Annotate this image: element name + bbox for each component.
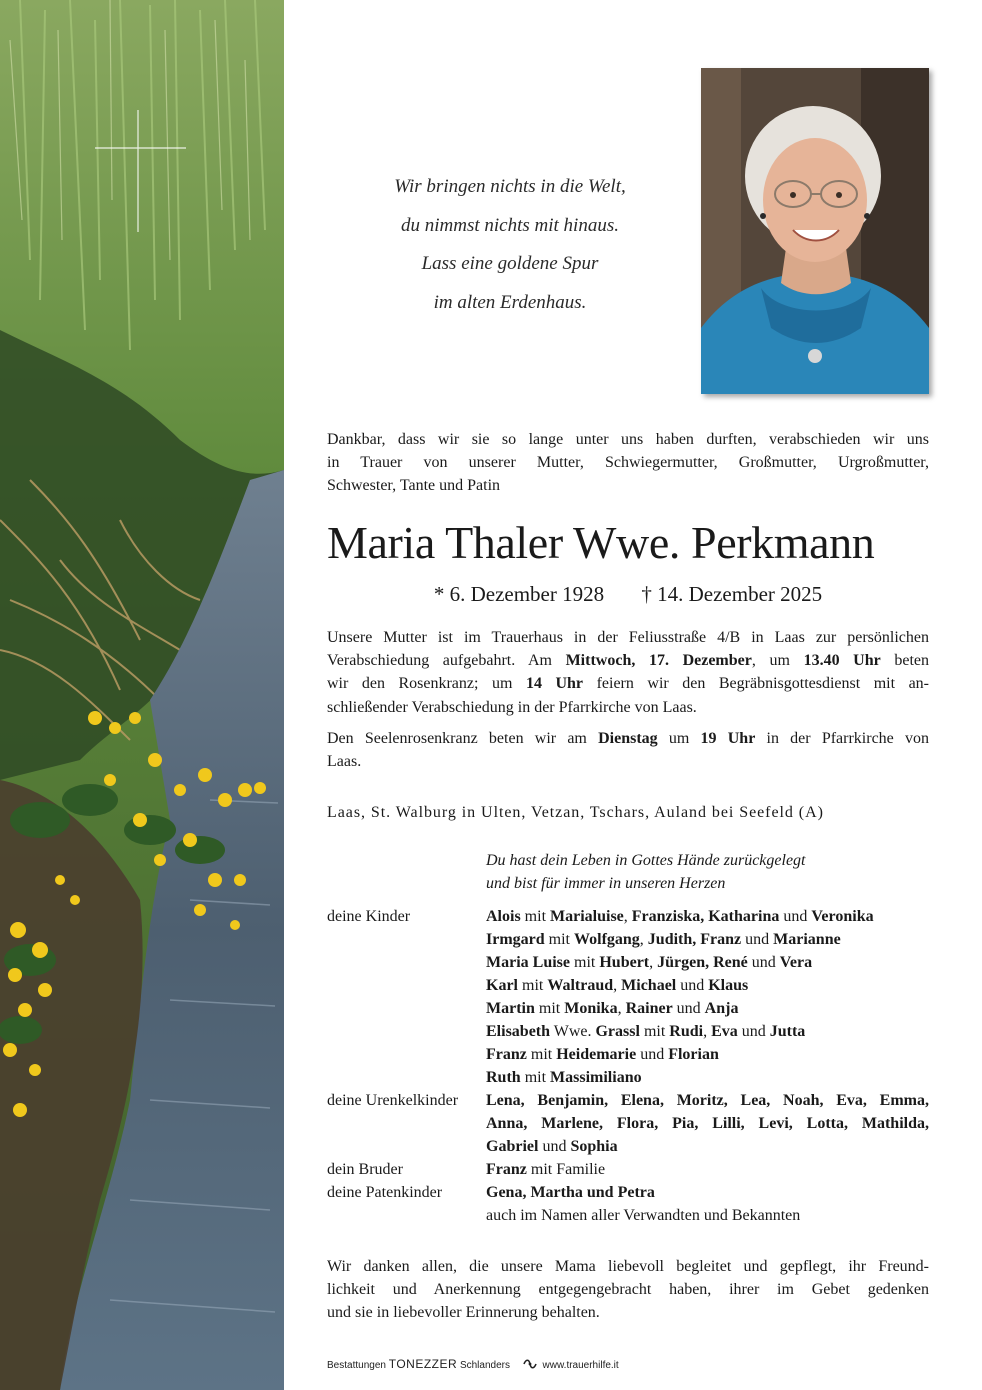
bold-text: 14 Uhr bbox=[525, 675, 584, 693]
relation-label: deine Kinder bbox=[327, 908, 411, 925]
names-line bbox=[486, 997, 929, 1020]
text-segment: Unsere Mutter ist im Trauerhaus in der Feliusstraße 4/B in Laas zur persönlichen bbox=[327, 629, 929, 646]
paragraph-line bbox=[327, 626, 929, 649]
bold-text: Dienstag bbox=[598, 730, 658, 747]
bold-text: Grassl bbox=[595, 1023, 640, 1040]
text-segment: Verabschiedung aufgebahrt. Am bbox=[327, 652, 566, 670]
bold-text: Irmgard bbox=[486, 931, 545, 948]
bold-text: Franz bbox=[486, 1046, 527, 1063]
names-line bbox=[486, 928, 929, 951]
intro-paragraph bbox=[327, 428, 929, 498]
text-segment: um bbox=[657, 730, 701, 747]
names-line bbox=[486, 1066, 929, 1089]
bold-text: 13.40 Uhr bbox=[803, 652, 881, 670]
intro-line: in Trauer von unserer Mutter, Schwiegermutter, Großmutter, Urgroßmutter, bbox=[327, 454, 929, 472]
thanks-line: und sie in liebevoller Erinnerung behalten. bbox=[327, 1304, 600, 1322]
names-line bbox=[486, 1089, 929, 1112]
text-segment: mit bbox=[534, 1000, 565, 1017]
relation-label: deine Urenkelkinder bbox=[327, 1092, 459, 1109]
farewell-line: Du hast dein Leben in Gottes Hände zurückgelegt bbox=[486, 852, 806, 869]
bold-text: Judith, Franz bbox=[647, 931, 742, 948]
bold-text: Florian bbox=[668, 1046, 719, 1063]
quote-line: Wir bringen nichts in die Welt, bbox=[394, 176, 626, 197]
deceased-name: Maria Thaler Wwe. Perkmann bbox=[327, 517, 875, 568]
bold-text: Alois bbox=[486, 908, 521, 925]
intro-line: Schwester, Tante und Patin bbox=[327, 477, 501, 495]
text-segment: und bbox=[737, 1023, 770, 1040]
bold-text: Franziska, Katharina bbox=[631, 908, 780, 925]
text-segment: Wwe. bbox=[550, 1023, 596, 1040]
relatives-names bbox=[486, 1158, 929, 1181]
relatives-group bbox=[327, 1181, 929, 1227]
relatives-group bbox=[327, 1089, 929, 1158]
text-segment: mit bbox=[520, 908, 551, 925]
bold-text: 19 Uhr bbox=[700, 730, 756, 747]
names-line bbox=[486, 905, 929, 928]
bold-text: Anja bbox=[704, 1000, 739, 1017]
bold-text: Monika bbox=[564, 1000, 618, 1017]
bold-text: Karl bbox=[486, 977, 518, 994]
bold-text: Eva bbox=[711, 1023, 738, 1040]
bold-text: Gabriel bbox=[486, 1138, 539, 1155]
names-line bbox=[486, 1181, 929, 1204]
poem-quote bbox=[330, 168, 690, 322]
footer bbox=[327, 1357, 619, 1373]
text-segment: mit bbox=[639, 1023, 670, 1040]
bold-text: Martin bbox=[486, 1000, 535, 1017]
bold-text: Rainer bbox=[625, 1000, 673, 1017]
text-segment: , bbox=[623, 908, 632, 925]
bold-text: Franz bbox=[486, 1161, 527, 1178]
text-segment: mit bbox=[544, 931, 574, 948]
text-segment: , bbox=[613, 977, 622, 994]
bold-text: Veronika bbox=[811, 908, 874, 925]
relation-label: dein Bruder bbox=[327, 1161, 403, 1178]
trauerhilfe-logo-icon bbox=[523, 1358, 537, 1373]
website-link[interactable]: www.trauerhilfe.it bbox=[542, 1360, 619, 1371]
birth-date: * 6. Dezember 1928 bbox=[433, 582, 605, 606]
text-segment: feiern wir den Begräbnisgottesdienst mit an- bbox=[583, 675, 930, 693]
bold-text: Lena, Benjamin, Elena, Moritz, Lea, Noah, Eva, Emma, bbox=[486, 1092, 929, 1109]
names-line bbox=[486, 1020, 929, 1043]
text-segment: , bbox=[649, 954, 658, 971]
paragraph-line bbox=[327, 672, 929, 695]
footer-prefix: Bestattungen bbox=[327, 1360, 386, 1371]
bold-text: Sophia bbox=[570, 1138, 618, 1155]
bold-text: Gena, Martha und Petra bbox=[486, 1184, 655, 1201]
portrait-photo bbox=[701, 68, 929, 394]
text-segment: und bbox=[747, 954, 780, 971]
intro-line: Dankbar, dass wir sie so lange unter uns haben durften, verabschieden wir uns bbox=[327, 431, 929, 448]
relatives-names bbox=[486, 1089, 929, 1158]
text-segment: auch im Namen aller Verwandten und Bekannten bbox=[486, 1207, 801, 1224]
text-segment: und bbox=[741, 931, 774, 948]
bold-text: Massimiliano bbox=[550, 1069, 642, 1086]
death-date: † 14. Dezember 2025 bbox=[641, 582, 823, 606]
relatives-names bbox=[486, 905, 929, 1089]
text-segment: mit bbox=[520, 1069, 551, 1086]
bold-text: Klaus bbox=[708, 977, 749, 994]
relatives-group bbox=[327, 1158, 929, 1181]
text-segment: , bbox=[703, 1023, 712, 1040]
quote-line: du nimmst nichts mit hinaus. bbox=[401, 214, 619, 236]
text-segment: mit bbox=[570, 954, 600, 971]
text-segment: beten bbox=[880, 652, 930, 670]
quote-line: im alten Erdenhaus. bbox=[433, 291, 587, 313]
names-line bbox=[486, 1112, 929, 1135]
text-segment: und bbox=[672, 1000, 705, 1017]
bold-text: Elisabeth bbox=[486, 1023, 551, 1040]
text-segment: wir den Rosenkranz; um bbox=[327, 675, 526, 693]
relation-label: deine Patenkinder bbox=[327, 1184, 443, 1201]
announcement-paragraph bbox=[327, 626, 929, 719]
text-segment: und bbox=[636, 1046, 669, 1063]
paragraph-line bbox=[327, 727, 929, 750]
bold-text: Michael bbox=[621, 977, 677, 994]
farewell-line: und bist für immer in unseren Herzen bbox=[486, 875, 726, 892]
text-segment: und bbox=[676, 977, 709, 994]
text-segment: , bbox=[639, 931, 648, 948]
bold-text: Hubert bbox=[599, 954, 650, 971]
text-segment: in der Pfarrkirche von bbox=[755, 730, 930, 747]
bold-text: Jürgen, René bbox=[657, 954, 748, 971]
names-line bbox=[486, 1204, 929, 1227]
bold-text: Rudi bbox=[669, 1023, 704, 1040]
bold-text: Ruth bbox=[486, 1069, 521, 1086]
bold-text: Wolfgang bbox=[574, 931, 640, 948]
bold-text: Mittwoch, 17. Dezember bbox=[565, 652, 752, 670]
quote-line: Lass eine goldene Spur bbox=[421, 253, 599, 274]
text-segment: mit bbox=[526, 1046, 557, 1063]
bold-text: Anna, Marlene, Flora, Pia, Lilli, Levi, Lotta, Mathilda, bbox=[486, 1115, 929, 1132]
bold-text: Waltraud bbox=[547, 977, 614, 994]
names-line bbox=[486, 1158, 929, 1181]
thanks-paragraph bbox=[327, 1255, 929, 1325]
names-line bbox=[486, 974, 929, 997]
text-segment: , bbox=[617, 1000, 626, 1017]
names-line bbox=[486, 1135, 929, 1158]
text-segment: , um bbox=[751, 652, 804, 670]
text-segment: Laas. bbox=[327, 753, 362, 771]
thanks-line: Wir danken allen, die unsere Mama liebevoll begleitet und gepflegt, ihr Freund- bbox=[327, 1258, 929, 1275]
text-segment: und bbox=[779, 908, 812, 925]
bold-text: Vera bbox=[779, 954, 813, 971]
names-line bbox=[486, 951, 929, 974]
family-list bbox=[327, 905, 929, 1227]
paragraph-line bbox=[327, 649, 929, 672]
farewell-quote bbox=[486, 849, 806, 895]
text-segment: mit bbox=[518, 977, 548, 994]
bold-text: Maria Luise bbox=[486, 954, 570, 971]
bold-text: Marialuise bbox=[550, 908, 624, 925]
places-line: Laas, St. Walburg in Ulten, Vetzan, Tschars, Auland bei Seefeld (A) bbox=[327, 804, 824, 821]
paragraph-line bbox=[327, 696, 929, 719]
text-segment: mit Familie bbox=[526, 1161, 606, 1178]
life-dates bbox=[327, 580, 929, 608]
text-segment: schließender Verabschiedung in der Pfarrkirche von Laas. bbox=[327, 698, 697, 716]
funeral-home-brand: TONEZZER bbox=[388, 1357, 458, 1371]
paragraph-line bbox=[327, 750, 929, 773]
text-segment: und bbox=[538, 1138, 571, 1155]
rosary-paragraph bbox=[327, 727, 929, 773]
relatives-group bbox=[327, 905, 929, 1089]
footer-town: Schlanders bbox=[459, 1360, 510, 1371]
relatives-names bbox=[486, 1181, 929, 1227]
thanks-line: lichkeit und Anerkennung entgegengebracht haben, ihrer im Gebet gedenken bbox=[327, 1281, 929, 1299]
names-line bbox=[486, 1043, 929, 1066]
bold-text: Jutta bbox=[769, 1023, 806, 1040]
nature-photo bbox=[0, 0, 284, 1390]
bold-text: Heidemarie bbox=[556, 1046, 637, 1063]
text-segment: Den Seelenrosenkranz beten wir am bbox=[327, 730, 599, 747]
bold-text: Marianne bbox=[773, 931, 841, 948]
